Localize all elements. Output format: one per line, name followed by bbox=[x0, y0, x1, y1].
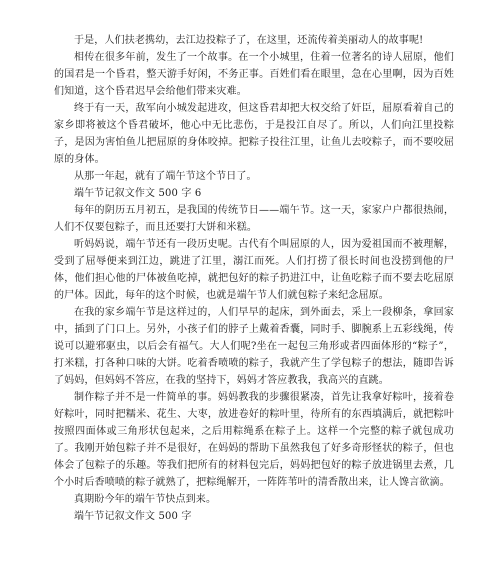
paragraph-1: 于是，人们扶老携幼，去江边投粽子了，在这里，还流传着美丽动人的故事呢! bbox=[74, 35, 424, 46]
paragraph-9: 真期盼今年的端午节快点到来。 bbox=[74, 494, 217, 505]
paragraph-3: 终于有一天，敌军向小城发起进攻，但这昏君却把大权交给了奸臣，屈原看着自己的家乡即将被这个昏君破坏，他心中无比悲伤，于是投江自尽了。所以，人们向江里投粽子，是因为害怕鱼儿把屈原的身体咬掉。把粽子投往江里，让鱼儿去咬粽子，而不要咬屈原的身体。 bbox=[54, 103, 454, 165]
paragraph-8: 制作粽子并不是一件简单的事。妈妈教我的步骤很紧凑，首先让我拿好粽叶，接着卷好粽叶，同时把糯米、花生、大枣，放进卷好的粽叶里，待所有的东西填满后，就把粽叶按照四面体或三角形状包起来，之后用粽绳系在粽子上。这样一个完整的粽子就包成功了。我刚开始包粽子并不是很好，在妈妈的帮助下虽然我包了好多奇形怪状的粽子，但也体会了包粽子的乐趣。等我们把所有的材料包完后，妈妈把包好的粽子放进锅里去煮，几个小时后香喷喷的粽子就熟了，把粽绳解开，一阵阵苇叶的清香散出来，让人馋言欲滴。 bbox=[54, 392, 454, 488]
paragraph-5: 每年的阴历五月初五，是我国的传统节日——端午节。这一天，家家户户都很热闹，人们不仅要包粽子，而且还要打大饼和米糕。 bbox=[54, 205, 454, 233]
section-heading-6: 端午节记叙文作文 500 字 6 bbox=[74, 188, 202, 199]
section-heading-next: 端午节记叙文作文 500 字 bbox=[74, 511, 192, 522]
paragraph-4: 从那一年起，就有了端午节这个节日了。 bbox=[74, 171, 257, 182]
paragraph-7: 在我的家乡端午节是这样过的，人们早早的起床，到外面去，采上一段柳条，拿回家中，插到了门口上。另外，小孩子们的脖子上戴着香囊，同时手、脚腕系上五彩线绳，传说可以避邪驱虫，以后会有福气。大人们呢?坐在一起包三角形或者四面体形的“粽子”，打米糕，打各种口味的大饼。吃着香喷喷的粽子，我就产生了学包粽子的想法，随即告诉了妈妈，但妈妈不答应，在我的坚持下，妈妈才答应教我，我高兴的直跳。 bbox=[54, 307, 454, 386]
paragraph-6: 听妈妈说，端午节还有一段历史呢。古代有个叫屈原的人，因为爱祖国而不被理解，受到了屈辱便来到江边，跳进了江里，溺江而死。人们打捞了很长时间也没捞到他的尸体，他们担心他的尸体被鱼吃掉，就把包好的粽子扔进江中，让鱼吃粽子而不要去吃屈原的尸体。因此，每年的这个时候，也就是端午节人们就包粽子来纪念屈原。 bbox=[54, 239, 454, 301]
document-body bbox=[54, 32, 454, 525]
paragraph-2: 相传在很多年前，发生了一个故事。在一个小城里，住着一位著名的诗人屈原，他们的国君是一个昏君，整天游手好闲，不务正事。百姓们看在眼里，急在心里啊，因为百姓们知道，这个昏君迟早会给他们带来灾难。 bbox=[54, 52, 454, 97]
